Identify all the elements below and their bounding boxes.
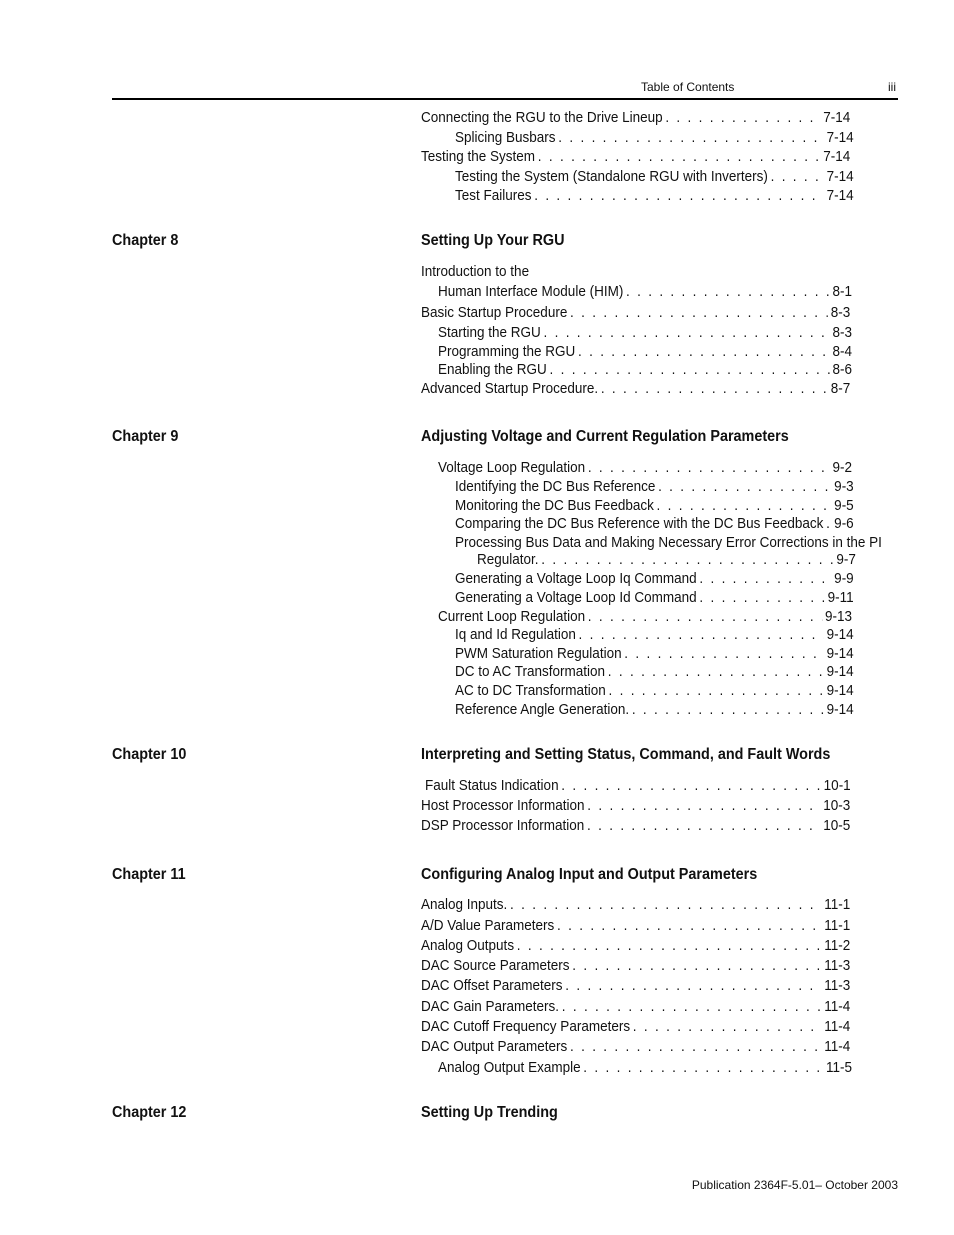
leader-dots xyxy=(699,569,831,588)
toc-entry-title: Testing the System xyxy=(421,148,536,165)
toc-entry-title: DAC Cutoff Frequency Parameters xyxy=(421,1018,631,1035)
toc-entry-title: Connecting the RGU to the Drive Lineup xyxy=(421,109,663,126)
leader-dots xyxy=(587,816,821,835)
toc-entry-page: 10-5 xyxy=(823,817,851,834)
toc-entry-title: Analog Output Example xyxy=(438,1059,581,1076)
leader-dots xyxy=(543,323,829,342)
toc-entry-page: 9-14 xyxy=(826,701,854,718)
toc-entry xyxy=(421,936,850,955)
toc-entry xyxy=(421,976,850,995)
toc-entry-page: 8-7 xyxy=(830,380,851,397)
toc-entry-title: Monitoring the DC Bus Feedback xyxy=(455,497,654,514)
chapter-label: Chapter 9 xyxy=(112,428,179,445)
toc-entry-title: Test Failures xyxy=(455,187,532,204)
toc-entry-page: 9-6 xyxy=(834,515,854,532)
leader-dots xyxy=(588,607,822,626)
toc-entry xyxy=(455,167,854,186)
toc-entry-page: 7-14 xyxy=(826,129,854,146)
toc-entry-title: Iq and Id Regulation xyxy=(455,626,576,643)
toc-entry xyxy=(438,607,852,626)
toc-entry-title: Testing the System (Standalone RGU with Inverters) xyxy=(455,168,768,185)
toc-entry-page: 8-4 xyxy=(832,343,852,360)
leader-dots xyxy=(624,644,824,663)
toc-entry xyxy=(421,895,850,914)
toc-entry-page: 9-14 xyxy=(826,626,854,643)
toc-entry-title: AC to DC Transformation xyxy=(455,682,606,699)
toc-entry-title: Reference Angle Generation. xyxy=(455,701,630,718)
leader-dots xyxy=(534,186,824,205)
leader-dots xyxy=(541,550,833,569)
toc-entry xyxy=(455,662,854,681)
toc-entry-title: DAC Source Parameters xyxy=(421,957,570,974)
toc-entry xyxy=(455,588,854,607)
toc-entry-title: PWM Saturation Regulation xyxy=(455,645,622,662)
toc-entry xyxy=(421,1017,850,1036)
toc-entry-page: 11-1 xyxy=(824,917,851,934)
toc-entry-page: 9-11 xyxy=(827,589,854,606)
leader-dots xyxy=(632,700,824,719)
leader-dots xyxy=(572,956,821,975)
leader-dots xyxy=(565,976,821,995)
toc-entry-page: 10-3 xyxy=(823,797,851,814)
toc-entry-page: 11-4 xyxy=(824,1038,851,1055)
toc-entry xyxy=(438,458,852,477)
leader-dots xyxy=(588,458,830,477)
leader-dots xyxy=(699,588,825,607)
leader-dots xyxy=(771,167,824,186)
chapter-title: Configuring Analog Input and Output Parameters xyxy=(421,866,758,883)
toc-entry-title: Identifying the DC Bus Reference xyxy=(455,478,656,495)
toc-entry-page: 9-3 xyxy=(834,478,854,495)
toc-entry xyxy=(455,496,854,515)
toc-entry xyxy=(438,360,852,379)
toc-entry xyxy=(421,916,850,935)
toc-entry xyxy=(421,147,850,166)
toc-entry-title: DSP Processor Information xyxy=(421,817,585,834)
chapter-title: Setting Up Your RGU xyxy=(421,232,565,249)
leader-dots xyxy=(608,662,824,681)
toc-entry-page: 7-14 xyxy=(823,148,851,165)
toc-entry-title: Basic Startup Procedure xyxy=(421,304,568,321)
leader-dots xyxy=(579,625,824,644)
toc-entry-page: 7-14 xyxy=(826,187,854,204)
toc-entry xyxy=(455,681,854,700)
leader-dots xyxy=(562,997,822,1016)
toc-entry-title: Enabling the RGU xyxy=(438,361,547,378)
toc-entry-page: 11-4 xyxy=(824,1018,851,1035)
toc-entry-title: Analog Outputs xyxy=(421,937,515,954)
toc-entry-title: Starting the RGU xyxy=(438,324,541,341)
toc-entry xyxy=(455,186,854,205)
toc-entry xyxy=(455,569,854,588)
toc-entry xyxy=(455,625,854,644)
toc-entry-page: 9-13 xyxy=(824,608,852,625)
toc-entry-title: Splicing Busbars xyxy=(455,129,556,146)
toc-entry xyxy=(421,816,850,835)
toc-entry-page: 9-5 xyxy=(834,497,854,514)
chapter-title: Interpreting and Setting Status, Command, and Fault Words xyxy=(421,746,831,763)
toc-entry-title: Human Interface Module (HIM) xyxy=(438,283,624,300)
leader-dots xyxy=(570,1037,822,1056)
leader-dots xyxy=(609,681,824,700)
toc-entry-title: Regulator. xyxy=(477,551,539,568)
toc-entry-page: 8-3 xyxy=(832,324,852,341)
toc-entry-page: 11-1 xyxy=(824,896,851,913)
toc-entry-title: Programming the RGU xyxy=(438,343,576,360)
toc-entry-title: Comparing the DC Bus Reference with the DC Bus Feedback xyxy=(455,515,824,532)
toc-entry-title: DAC Gain Parameters. xyxy=(421,998,560,1015)
toc-entry-title: Analog Inputs. xyxy=(421,896,508,913)
toc-entry-page: 8-3 xyxy=(830,304,851,321)
header-rule xyxy=(112,98,898,100)
leader-dots xyxy=(601,379,828,398)
toc-entry xyxy=(421,1037,850,1056)
toc-entry xyxy=(438,323,852,342)
leader-dots xyxy=(510,895,822,914)
toc-entry xyxy=(477,550,856,569)
chapter-label: Chapter 12 xyxy=(112,1104,187,1121)
chapter-label: Chapter 11 xyxy=(112,866,186,883)
toc-entry-page: 11-2 xyxy=(824,937,851,954)
toc-entry-title: Generating a Voltage Loop Id Command xyxy=(455,589,697,606)
toc-entry-page: 8-6 xyxy=(832,361,852,378)
chapter-title: Setting Up Trending xyxy=(421,1104,558,1121)
toc-entry xyxy=(425,776,851,795)
publication-footer: Publication 2364F-5.01– October 2003 xyxy=(691,1178,898,1192)
toc-entry-title: Host Processor Information xyxy=(421,797,585,814)
toc-entry xyxy=(421,997,850,1016)
leader-dots xyxy=(633,1017,822,1036)
toc-entry xyxy=(421,379,850,398)
toc-entry xyxy=(455,514,854,533)
toc-entry xyxy=(421,956,850,975)
leader-dots xyxy=(517,936,822,955)
leader-dots xyxy=(538,147,821,166)
leader-dots xyxy=(626,282,830,301)
leader-dots xyxy=(583,1058,823,1077)
toc-entry-title: DAC Output Parameters xyxy=(421,1038,568,1055)
toc-entry-title-line1: Introduction to the xyxy=(421,263,530,280)
running-header-title: Table of Contents xyxy=(641,80,735,94)
toc-entry-page: 9-14 xyxy=(826,645,854,662)
toc-entry-page: 11-5 xyxy=(825,1059,852,1076)
leader-dots xyxy=(558,128,824,147)
leader-dots xyxy=(657,496,832,515)
toc-entry-page: 11-3 xyxy=(824,957,851,974)
toc-entry-title: Voltage Loop Regulation xyxy=(438,459,586,476)
leader-dots xyxy=(550,360,830,379)
leader-dots xyxy=(665,108,820,127)
leader-dots xyxy=(570,303,828,322)
toc-entry xyxy=(421,303,850,322)
toc-entry-page: 9-7 xyxy=(836,551,856,568)
toc-entry-title: DAC Offset Parameters xyxy=(421,977,563,994)
toc-entry xyxy=(438,342,852,361)
toc-entry-title: Generating a Voltage Loop Iq Command xyxy=(455,570,697,587)
toc-entry xyxy=(421,796,850,815)
toc-entry xyxy=(421,108,850,127)
leader-dots xyxy=(826,514,831,533)
toc-entry-page: 7-14 xyxy=(823,109,851,126)
toc-entry-title: Fault Status Indication xyxy=(425,777,559,794)
leader-dots xyxy=(561,776,821,795)
toc-entry xyxy=(438,282,852,301)
toc-entry-title: DC to AC Transformation xyxy=(455,663,606,680)
toc-entry xyxy=(438,1058,852,1077)
chapter-label: Chapter 8 xyxy=(112,232,179,249)
chapter-label: Chapter 10 xyxy=(112,746,187,763)
toc-entry-page: 9-9 xyxy=(834,570,854,587)
toc-entry xyxy=(455,128,854,147)
toc-entry xyxy=(455,644,854,663)
toc-entry xyxy=(455,700,854,719)
toc-entry-page: 7-14 xyxy=(826,168,854,185)
toc-entry-page: 11-3 xyxy=(824,977,851,994)
toc-entry-page: 10-1 xyxy=(823,777,851,794)
toc-entry-page: 9-14 xyxy=(826,663,854,680)
toc-entry-title: Current Loop Regulation xyxy=(438,608,586,625)
running-header-page-number: iii xyxy=(888,80,896,94)
toc-entry-page: 9-2 xyxy=(832,459,852,476)
toc-entry-title: A/D Value Parameters xyxy=(421,917,555,934)
toc-entry-page: 8-1 xyxy=(832,283,852,300)
toc-entry xyxy=(455,477,854,496)
leader-dots xyxy=(587,796,820,815)
leader-dots xyxy=(658,477,831,496)
toc-entry-title: Advanced Startup Procedure. xyxy=(421,380,599,397)
chapter-title: Adjusting Voltage and Current Regulation Parameters xyxy=(421,428,789,445)
leader-dots xyxy=(557,916,822,935)
toc-entry-page: 11-4 xyxy=(824,998,851,1015)
toc-entry-page: 9-14 xyxy=(826,682,854,699)
toc-entry-title-line1: Processing Bus Data and Making Necessary Error Corrections in the PI xyxy=(455,534,882,551)
leader-dots xyxy=(578,342,830,361)
